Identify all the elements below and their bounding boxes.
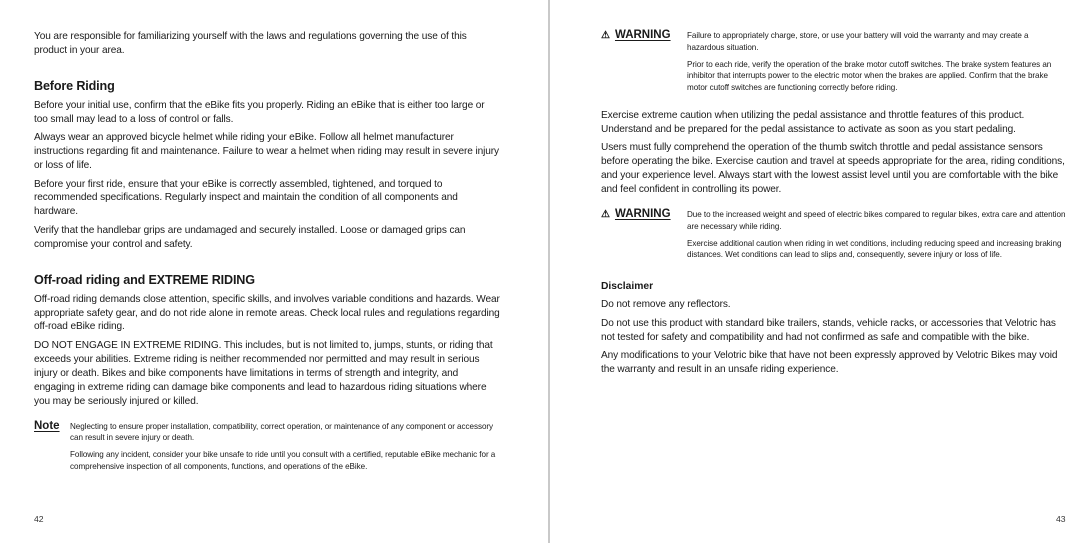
warning-label-2 xyxy=(601,208,687,221)
before-riding-heading: Before Riding xyxy=(34,78,115,93)
note-paragraph-1: Neglecting to ensure proper installation, compatibility, correct operation, or maintenance of any component or accessory can result in severe injury or death. xyxy=(70,421,494,443)
before-riding-paragraph-3: Before your first ride, ensure that your eBike is correctly assembled, tightened, and torqued to recommended specifications. Regularly inspect and maintain the condition of all components and hardware. xyxy=(34,178,458,218)
off-road-paragraph-1: Off-road riding demands close attention, specific skills, and involves variable conditions and hazards. Wear appropriate safety gear, and do not ride alone in remote areas. Check local rules and regulations regarding off-road eBike riding. xyxy=(34,293,500,333)
right-page xyxy=(551,0,1076,543)
note-label xyxy=(34,420,70,433)
note-callout xyxy=(34,421,500,478)
page-divider xyxy=(548,0,550,543)
note-label-text: Note xyxy=(34,419,60,432)
warning-body-1 xyxy=(687,30,1067,99)
right-column xyxy=(601,30,1067,382)
warning1-paragraph-2: Prior to each ride, verify the operation of the brake motor cutoff switches. The brake system features an inhibitor that interrupts power to the electric motor when the brakes are applied. Confirm that the brake motor cutoff switches are functioning correctly before riding. xyxy=(687,59,1052,92)
left-column xyxy=(34,30,500,486)
warning2-paragraph-2: Exercise additional caution when riding in wet conditions, including reducing speed and increasing braking distances. Wet conditions can lead to slips and, consequently, severe injury or loss of life. xyxy=(687,238,1062,260)
page-number-right: 43 xyxy=(1056,514,1066,524)
disclaimer-paragraph-1: Do not remove any reflectors. xyxy=(601,299,731,311)
warning-body-2 xyxy=(687,209,1067,266)
off-road-heading: Off-road riding and EXTREME RIDING xyxy=(34,272,255,287)
before-riding-paragraph-4: Verify that the handlebar grips are undamaged and securely installed. Loose or damaged grips can compromise your control and safety. xyxy=(34,224,466,250)
disclaimer-paragraph-3: Any modifications to your Velotric bike that have not been expressly approved by Velotric Bikes may void the warranty and result in an unsafe riding experience. xyxy=(601,350,1058,376)
warning-label-1 xyxy=(601,29,687,42)
warning-callout-1 xyxy=(601,30,1067,99)
disclaimer-paragraph-2: Do not use this product with standard bike trailers, stands, vehicle racks, or accessories that Velotric has not tested for safety and compatibility and had not confirmed as safe and compatible with the bike. xyxy=(601,317,1056,343)
warning-triangle-icon: ⚠ xyxy=(601,30,610,41)
warning1-paragraph-1: Failure to appropriately charge, store, or use your battery will void the warranty and may create a hazardous situation. xyxy=(687,31,1029,52)
warning-label-text-2: WARNING xyxy=(614,208,671,220)
note-body xyxy=(70,421,500,478)
intro-paragraph: You are responsible for familiarizing yourself with the laws and regulations governing the use of this product in your area. xyxy=(34,31,467,56)
disclaimer-heading: Disclaimer xyxy=(601,281,654,293)
before-riding-paragraph-2: Always wear an approved bicycle helmet while riding your eBike. Follow all helmet manufacturer instructions regarding fit and maintenance. Failure to wear a helmet when riding may result in severe injury or loss of life. xyxy=(34,132,499,172)
warning-label-text-1: WARNING xyxy=(614,29,671,41)
pedal-assist-paragraph: Exercise extreme caution when utilizing the pedal assistance and throttle features of this product. Understand and be prepared for the pedal assistance to activate as soon as you start pedaling. xyxy=(601,109,1025,135)
page-number-left: 42 xyxy=(34,514,44,524)
off-road-paragraph-2: DO NOT ENGAGE IN EXTREME RIDING. This includes, but is not limited to, jumps, stunts, or riding that exceeds your abilities. Extreme riding is neither recommended nor permitted and may result in serious injury or death. Bikes and bike components have limitations in terms of strength and integrity, and engaging in extreme riding can damage bike components and lead to hazardous riding situations where you may be seriously injured or killed. xyxy=(34,339,493,407)
throttle-paragraph: Users must fully comprehend the operation of the thumb switch throttle and pedal assistance sensors before operating the bike. Exercise caution and travel at speeds appropriate for the area, riding conditions, and your experience level. Always start with the lowest assist level until you are comfortable with the bike and feel confident in controlling its power. xyxy=(601,142,1065,196)
before-riding-paragraph-1: Before your initial use, confirm that the eBike fits you properly. Riding an eBike that is either too large or too small may lead to a loss of control or falls. xyxy=(34,99,485,125)
warning-triangle-icon: ⚠ xyxy=(601,209,610,220)
warning2-paragraph-1: Due to the increased weight and speed of electric bikes compared to regular bikes, extra care and attention are necessary while riding. xyxy=(687,210,1066,231)
note-paragraph-2: Following any incident, consider your bike unsafe to ride until you consult with a certified, reputable eBike mechanic for a comprehensive inspection of all components, functions, and operations of the eBike. xyxy=(70,450,496,471)
warning-callout-2 xyxy=(601,209,1067,266)
